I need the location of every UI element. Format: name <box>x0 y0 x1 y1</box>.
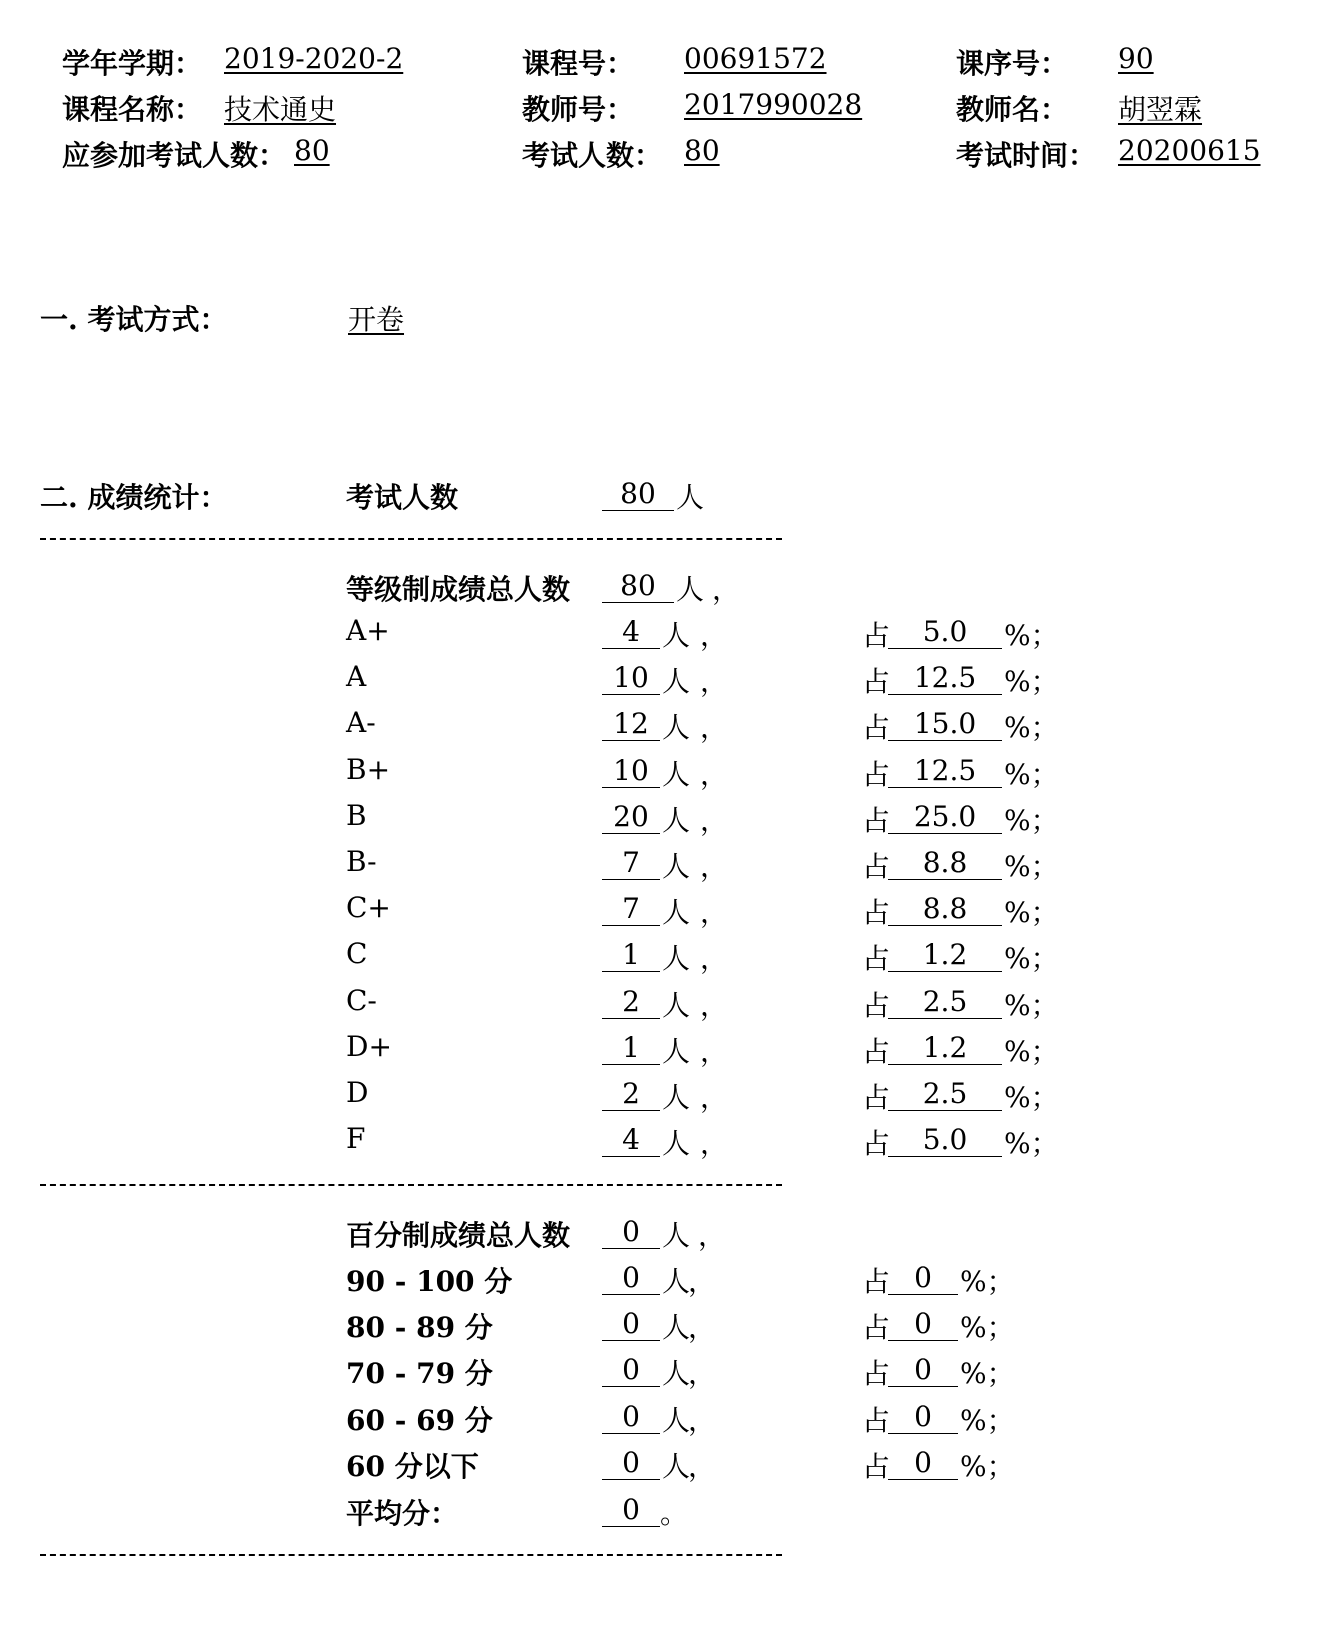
grade-percent: 1.2 <box>888 939 1002 972</box>
grade-total-unit: 人 <box>676 573 705 606</box>
grade-comma: ， <box>700 1081 729 1114</box>
term-value: 2019-2020-2 <box>224 42 404 75</box>
score-range-comma: ， <box>688 1403 717 1437</box>
teacher-name-value: 胡翌霖 <box>1118 93 1203 126</box>
section1-label: 一. 考试方式： <box>40 303 228 336</box>
score-range-count: 0 <box>602 1308 660 1341</box>
exam-count-number: 80 <box>602 478 674 511</box>
expected-label: 应参加考试人数： <box>62 139 287 172</box>
grade-percent-suffix: %； <box>1004 711 1059 745</box>
grade-label: B <box>346 798 367 832</box>
score-range-label: 90 - 100 分 <box>346 1265 513 1298</box>
grade-percent: 12.5 <box>888 755 1002 788</box>
grade-percent-prefix: 占 <box>862 711 891 745</box>
course-no-label: 课程号： <box>522 47 635 80</box>
grade-percent: 2.5 <box>888 986 1002 1019</box>
score-percent-prefix: 占 <box>862 1265 891 1298</box>
grade-percent-prefix: 占 <box>862 665 891 699</box>
score-percent-suffix: %； <box>960 1311 1015 1345</box>
score-percent-suffix: %； <box>960 1449 1015 1483</box>
score-percent-suffix: %； <box>960 1357 1015 1391</box>
grade-count-unit: 人 <box>662 850 691 883</box>
grade-percent-prefix: 占 <box>862 619 891 652</box>
grade-comma: ， <box>700 619 729 652</box>
divider-1 <box>40 538 782 540</box>
grade-count: 1 <box>602 939 660 972</box>
grade-comma: ， <box>700 896 729 930</box>
grade-percent: 12.5 <box>888 662 1002 695</box>
grade-count-unit: 人 <box>662 896 691 930</box>
exam-count-value: 80 <box>684 134 720 167</box>
grade-count: 4 <box>602 616 660 649</box>
score-range-count: 0 <box>602 1401 660 1434</box>
score-range-count: 0 <box>602 1447 660 1480</box>
score-percent: 0 <box>888 1401 958 1434</box>
grade-total-number: 80 <box>602 570 674 603</box>
grade-percent: 5.0 <box>888 1124 1002 1157</box>
teacher-no-value: 2017990028 <box>684 88 863 121</box>
grade-percent-suffix: %； <box>1004 942 1059 976</box>
grade-comma: ， <box>700 665 729 699</box>
grade-comma: ， <box>700 803 729 837</box>
score-range-unit: 人 <box>662 1403 691 1437</box>
grade-label: B- <box>346 845 377 878</box>
grade-percent: 25.0 <box>888 801 1002 834</box>
score-range-label: 70 - 79 分 <box>346 1357 493 1391</box>
grade-percent: 5.0 <box>888 616 1002 649</box>
grade-percent-prefix: 占 <box>862 850 891 883</box>
score-percent: 0 <box>888 1447 958 1480</box>
grade-percent-prefix: 占 <box>862 1081 891 1114</box>
grade-label: D <box>346 1076 369 1109</box>
grade-count: 12 <box>602 708 660 741</box>
grade-count-unit: 人 <box>662 619 691 652</box>
grade-count-unit: 人 <box>662 988 691 1022</box>
average-value: 0 <box>602 1494 660 1527</box>
grade-count-unit: 人 <box>662 1081 691 1114</box>
score-range-comma: ， <box>688 1311 717 1345</box>
exam-count-label: 考试人数： <box>522 139 663 172</box>
grade-count-unit: 人 <box>662 803 691 837</box>
exam-time-value: 20200615 <box>1118 134 1261 167</box>
score-range-label: 60 分以下 <box>346 1449 479 1483</box>
grade-total-comma: ， <box>712 573 741 606</box>
seq-value: 90 <box>1118 42 1154 75</box>
grade-percent-suffix: %； <box>1004 1127 1059 1161</box>
exam-mode-value: 开卷 <box>348 303 405 336</box>
score-percent-prefix: 占 <box>862 1357 891 1391</box>
grade-percent-suffix: %； <box>1004 1034 1059 1068</box>
percent-total-number: 0 <box>602 1216 660 1249</box>
grade-total-label: 等级制成绩总人数 <box>346 573 571 606</box>
grade-label: C <box>346 937 368 971</box>
grade-label: A- <box>346 706 376 740</box>
score-percent-prefix: 占 <box>862 1449 891 1483</box>
term-label: 学年学期： <box>62 47 203 80</box>
grade-percent-prefix: 占 <box>862 757 891 791</box>
score-percent-prefix: 占 <box>862 1311 891 1345</box>
grade-percent: 15.0 <box>888 708 1002 741</box>
divider-3 <box>40 1554 782 1556</box>
score-percent-suffix: %； <box>960 1265 1015 1298</box>
course-name-label: 课程名称： <box>62 93 203 126</box>
grade-count: 2 <box>602 1078 660 1111</box>
grade-percent-suffix: %； <box>1004 757 1059 791</box>
grade-percent-suffix: %； <box>1004 850 1059 883</box>
grade-comma: ， <box>700 988 729 1022</box>
score-range-unit: 人 <box>662 1265 691 1298</box>
percent-total-comma: ， <box>698 1219 727 1252</box>
grade-percent-suffix: %； <box>1004 665 1059 699</box>
section2-label: 二. 成绩统计： <box>40 481 228 514</box>
grade-percent-prefix: 占 <box>862 942 891 976</box>
grade-count-unit: 人 <box>662 757 691 791</box>
grade-count-unit: 人 <box>662 1034 691 1068</box>
grade-count: 4 <box>602 1124 660 1157</box>
percent-total-unit: 人 <box>662 1219 691 1252</box>
grade-count-unit: 人 <box>662 942 691 976</box>
grade-comma: ， <box>700 942 729 976</box>
score-range-comma: ， <box>688 1357 717 1391</box>
exam-count-title: 考试人数 <box>346 481 459 514</box>
grade-comma: ， <box>700 757 729 791</box>
score-range-comma: ， <box>688 1449 717 1483</box>
grade-count-unit: 人 <box>662 1127 691 1161</box>
grade-percent-prefix: 占 <box>862 896 891 930</box>
grade-count: 1 <box>602 1032 660 1065</box>
score-range-comma: ， <box>688 1265 717 1298</box>
grade-comma: ， <box>700 850 729 883</box>
score-range-label: 80 - 89 分 <box>346 1311 493 1345</box>
course-no-value: 00691572 <box>684 42 827 75</box>
grade-label: C+ <box>346 891 391 925</box>
score-range-count: 0 <box>602 1262 660 1295</box>
grade-comma: ， <box>700 1127 729 1161</box>
score-percent: 0 <box>888 1308 958 1341</box>
grade-comma: ， <box>700 711 729 745</box>
grade-label: B+ <box>346 752 391 786</box>
grade-count: 7 <box>602 847 660 880</box>
grade-comma: ， <box>700 1034 729 1068</box>
percent-total-label: 百分制成绩总人数 <box>346 1219 571 1252</box>
grade-percent-prefix: 占 <box>862 988 891 1022</box>
grade-percent-suffix: %； <box>1004 896 1059 930</box>
grade-percent-suffix: %； <box>1004 1081 1059 1114</box>
grade-percent-suffix: %； <box>1004 619 1059 652</box>
average-label: 平均分： <box>346 1497 459 1530</box>
average-period: 。 <box>660 1497 689 1530</box>
person-unit: 人 <box>676 481 705 514</box>
score-percent-prefix: 占 <box>862 1403 891 1437</box>
grade-percent-suffix: %； <box>1004 803 1059 837</box>
expected-value: 80 <box>294 134 330 167</box>
score-range-unit: 人 <box>662 1311 691 1345</box>
grade-count-unit: 人 <box>662 711 691 745</box>
grade-percent-prefix: 占 <box>862 1034 891 1068</box>
grade-count: 7 <box>602 893 660 926</box>
grade-percent: 1.2 <box>888 1032 1002 1065</box>
grade-count: 10 <box>602 755 660 788</box>
grade-label: F <box>346 1122 366 1156</box>
score-range-unit: 人 <box>662 1357 691 1391</box>
divider-2 <box>40 1184 782 1186</box>
grade-count: 10 <box>602 662 660 695</box>
grade-percent: 8.8 <box>888 893 1002 926</box>
score-range-count: 0 <box>602 1354 660 1387</box>
exam-time-label: 考试时间： <box>956 139 1097 172</box>
grade-percent: 2.5 <box>888 1078 1002 1111</box>
grade-count: 20 <box>602 801 660 834</box>
grade-label: A+ <box>346 614 390 647</box>
grade-label: C- <box>346 983 377 1017</box>
grade-percent-prefix: 占 <box>862 803 891 837</box>
grade-count: 2 <box>602 986 660 1019</box>
grade-label: A <box>346 660 367 694</box>
grade-percent-suffix: %； <box>1004 988 1059 1022</box>
teacher-no-label: 教师号： <box>522 93 635 126</box>
course-name-value: 技术通史 <box>224 93 337 126</box>
score-range-unit: 人 <box>662 1449 691 1483</box>
score-percent: 0 <box>888 1354 958 1387</box>
seq-label: 课序号： <box>956 47 1069 80</box>
grade-count-unit: 人 <box>662 665 691 699</box>
grade-label: D+ <box>346 1029 392 1063</box>
score-percent: 0 <box>888 1262 958 1295</box>
grade-percent-prefix: 占 <box>862 1127 891 1161</box>
teacher-name-label: 教师名： <box>956 93 1069 126</box>
score-percent-suffix: %； <box>960 1403 1015 1437</box>
score-range-label: 60 - 69 分 <box>346 1403 493 1437</box>
grade-percent: 8.8 <box>888 847 1002 880</box>
